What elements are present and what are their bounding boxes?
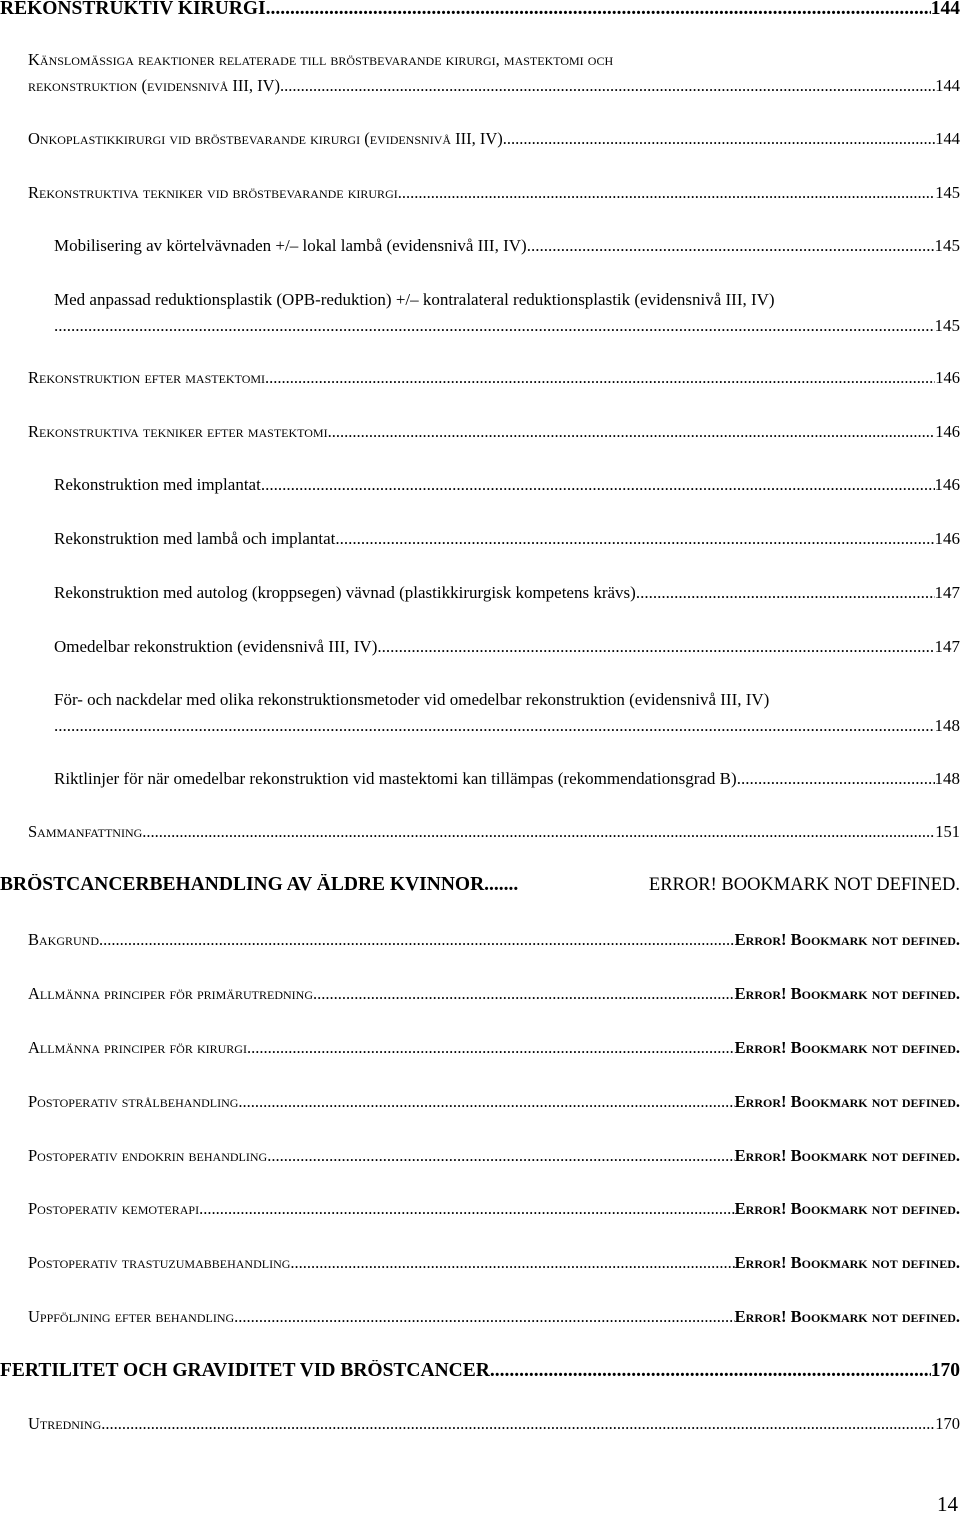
toc-leader (267, 1146, 734, 1166)
toc-leader (290, 1253, 734, 1273)
toc-page: Error! Bookmark not defined. (735, 1092, 960, 1112)
toc-title: Postoperativ strålbehandling (28, 1092, 238, 1112)
toc-title: Utredning (28, 1414, 101, 1434)
toc-page: 146 (935, 368, 960, 388)
toc-page: 148 (935, 769, 960, 789)
toc-page: 146 (935, 475, 960, 495)
toc-leader (261, 475, 935, 495)
toc-leader (484, 874, 518, 896)
toc-page: 147 (935, 637, 960, 657)
toc-page: Error! Bookmark not defined. (735, 1199, 960, 1219)
toc-page: Error! Bookmark not defined. (735, 1307, 960, 1327)
toc-page: 145 (935, 183, 960, 203)
toc-leader (636, 583, 935, 603)
toc-page: 144 (935, 76, 960, 96)
toc-title: Rekonstruktiva tekniker efter mastektomi (28, 422, 328, 442)
toc-title: Onkoplastikkirurgi vid bröstbevarande kirurgi (evidensnivå III, IV) (28, 129, 503, 149)
toc-leader (398, 183, 936, 203)
toc-leader (54, 716, 935, 736)
toc-leader (99, 930, 735, 950)
toc-title: Med anpassad reduktionsplastik (OPB-reduktion) +/– kontralateral reduktionsplastik (evidensnivå III, IV) (54, 290, 775, 310)
toc-leader (737, 769, 935, 789)
toc-title: Postoperativ endokrin behandling (28, 1146, 267, 1166)
toc-title: BRÖSTCANCERBEHANDLING AV ÄLDRE KVINNOR (0, 874, 484, 896)
toc-title: REKONSTRUKTIV KIRURGI (0, 0, 266, 20)
toc-page: Error! Bookmark not defined. (735, 1253, 960, 1273)
page-number: 14 (937, 1492, 958, 1517)
toc-title: Omedelbar rekonstruktion (evidensnivå III, IV) (54, 637, 377, 657)
toc-page: ERROR! BOOKMARK NOT DEFINED. (649, 875, 960, 896)
toc-title-continued: rekonstruktion (evidensnivå III, IV) (28, 76, 280, 96)
toc-leader (247, 1038, 735, 1058)
toc-leader (199, 1199, 735, 1219)
toc-leader (328, 422, 936, 442)
toc-title: Rekonstruktion efter mastektomi (28, 368, 265, 388)
toc-title: Riktlinjer för när omedelbar rekonstruktion vid mastektomi kan tillämpas (rekommendationsgrad B) (54, 769, 737, 789)
toc-title: Sammanfattning (28, 822, 142, 842)
toc-leader (265, 368, 935, 388)
toc-page: 146 (935, 529, 960, 549)
toc-page: 145 (935, 236, 960, 256)
toc-leader (490, 1360, 931, 1382)
toc-title: Bakgrund (28, 930, 99, 950)
toc-title: Postoperativ kemoterapi (28, 1199, 199, 1219)
toc-page: 170 (935, 1414, 960, 1434)
toc-leader (101, 1414, 935, 1434)
toc-title: Mobilisering av körtelvävnaden +/– lokal lambå (evidensnivå III, IV) (54, 236, 527, 256)
toc-title: För- och nackdelar med olika rekonstruktionsmetoder vid omedelbar rekonstruktion (evidensnivå III, IV) (54, 690, 769, 710)
toc-page: 147 (935, 583, 960, 603)
toc-page: Error! Bookmark not defined. (735, 984, 960, 1004)
toc-leader (54, 316, 935, 336)
toc-page: 170 (931, 1360, 960, 1382)
toc-leader (266, 0, 931, 20)
toc-leader (503, 129, 935, 149)
toc-title: Rekonstruktion med implantat (54, 475, 261, 495)
toc-page: 144 (931, 0, 960, 20)
toc-title: Rekonstruktiva tekniker vid bröstbevarande kirurgi (28, 183, 398, 203)
toc-title: Allmänna principer för kirurgi (28, 1038, 247, 1058)
toc-title: Allmänna principer för primärutredning (28, 984, 313, 1004)
toc-leader (335, 529, 934, 549)
toc-page: 151 (935, 822, 960, 842)
toc-page: 145 (935, 316, 960, 336)
toc-page: 144 (935, 129, 960, 149)
toc-title: Rekonstruktion med lambå och implantat (54, 529, 335, 549)
toc-page: Error! Bookmark not defined. (735, 1038, 960, 1058)
toc-leader (280, 76, 935, 96)
toc-page: Error! Bookmark not defined. (735, 930, 960, 950)
toc-title: Postoperativ trastuzumabbehandling (28, 1253, 290, 1273)
toc-leader (313, 984, 735, 1004)
toc-title: Uppföljning efter behandling (28, 1307, 234, 1327)
toc-leader (234, 1307, 734, 1327)
toc-leader (238, 1092, 734, 1112)
toc-leader (142, 822, 935, 842)
toc-page: 146 (935, 422, 960, 442)
toc-leader (377, 637, 934, 657)
toc-page: 148 (935, 716, 960, 736)
toc-title: FERTILITET OCH GRAVIDITET VID BRÖSTCANCER (0, 1360, 490, 1382)
toc-leader (527, 236, 935, 256)
toc-title: Känslomässiga reaktioner relaterade till bröstbevarande kirurgi, mastektomi och (28, 50, 613, 70)
toc-page: Error! Bookmark not defined. (735, 1146, 960, 1166)
toc-title: Rekonstruktion med autolog (kroppsegen) vävnad (plastikkirurgisk kompetens krävs) (54, 583, 636, 603)
